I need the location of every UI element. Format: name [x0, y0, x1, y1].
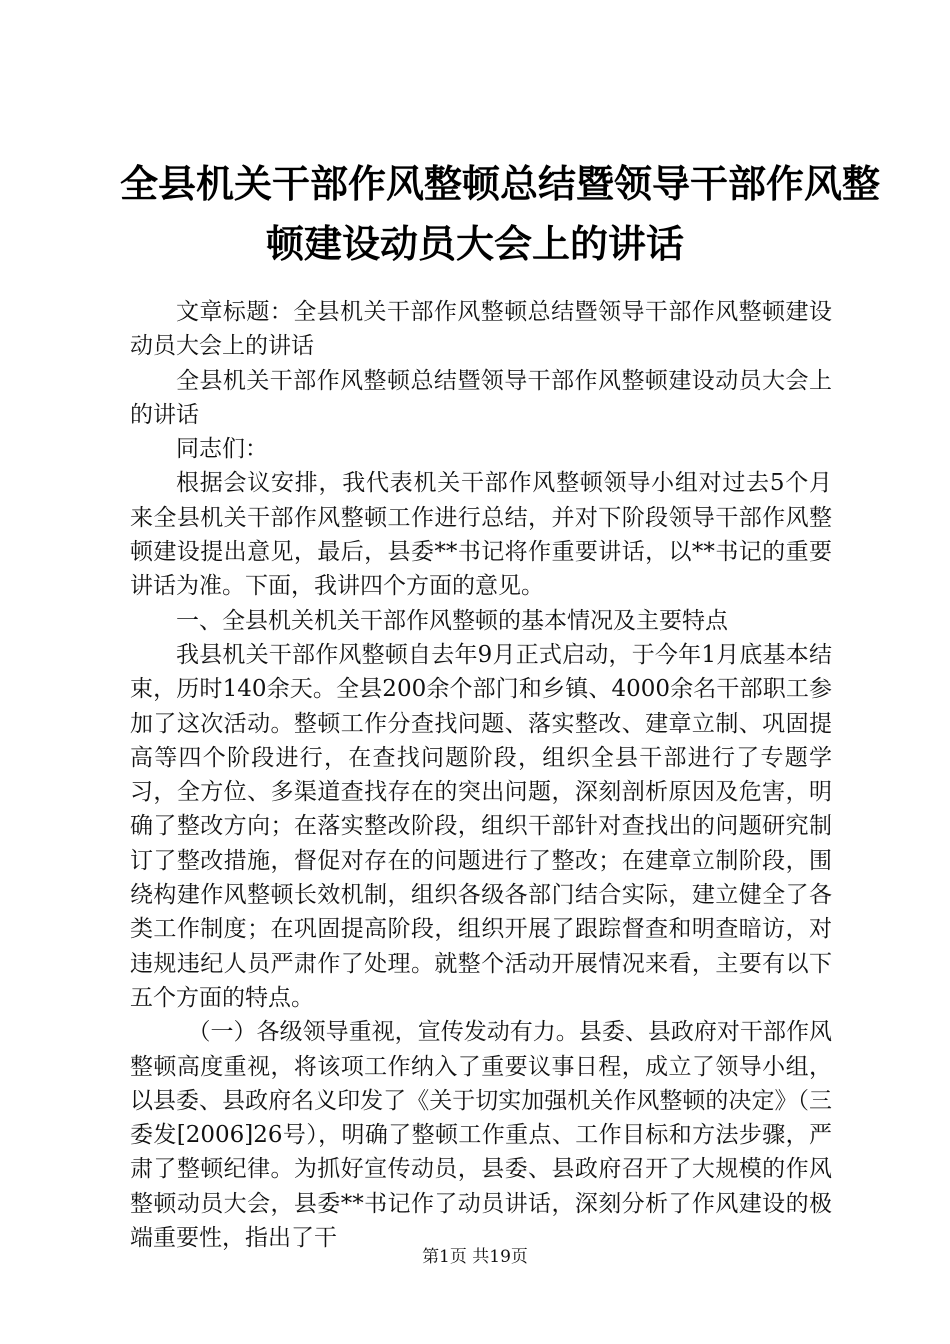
paragraph-feature-1: （一）各级领导重视，宣传发动有力。县委、县政府对干部作风整顿高度重视，将该项工作纳入了重要议事日程，成立了领导小组，以县委、县政府名义印发了《关于切实加强机关作风整顿的决定》（三委发[2006]26号），明确了整顿工作重点、工作目标和方法步骤，严肃了整顿纪律。为抓好宣传动员，县委、县政府召开了大规模的作风整顿动员大会，县委**书记作了动员讲话，深刻分析了作风建设的极端重要性，指出了干	[130, 1019, 832, 1252]
paragraph-basic-situation: 我县机关干部作风整顿自去年9月正式启动，于今年1月底基本结束，历时140余天。全县200余个部门和乡镇、4000余名干部职工参加了这次活动。整顿工作分查找问题、落实整改、建章立制、巩固提高等四个阶段进行，在查找问题阶段，组织全县干部进行了专题学习，全方位、多渠道查找存在的突出问题，深刻剖析原因及危害，明确了整改方向；在落实整改阶段，组织干部针对查找出的问题研究制订了整改措施，督促对存在的问题进行了整改；在建章立制阶段，围绕构建作风整顿长效机制，组织各级各部门结合实际，建立健全了各类工作制度；在巩固提高阶段，组织开展了跟踪督查和明查暗访，对违规违纪人员严肃作了处理。就整个活动开展情况来看，主要有以下五个方面的特点。	[130, 641, 832, 1011]
paragraph-intro: 根据会议安排，我代表机关干部作风整顿领导小组对过去5个月来全县机关干部作风整顿工作进行总结，并对下阶段领导干部作风整顿建设提出意见，最后，县委**书记将作重要讲话，以**书记的重要讲话为准。下面，我讲四个方面的意见。	[130, 470, 832, 600]
paragraph-title-repeat: 全县机关干部作风整顿总结暨领导干部作风整顿建设动员大会上的讲话	[130, 367, 832, 428]
document-title-line-1: 全县机关干部作风整顿总结暨领导干部作风整	[120, 162, 881, 206]
document-title-line-2: 顿建设动员大会上的讲话	[265, 222, 684, 266]
page-number: 第1页 共19页	[422, 1247, 528, 1267]
paragraph-salutation: 同志们：	[176, 436, 268, 463]
document-body	[130, 295, 832, 1255]
paragraph-article-title: 文章标题：全县机关干部作风整顿总结暨领导干部作风整顿建设动员大会上的讲话	[130, 299, 832, 360]
section-heading-1: 一、全县机关机关干部作风整顿的基本情况及主要特点	[176, 607, 728, 634]
